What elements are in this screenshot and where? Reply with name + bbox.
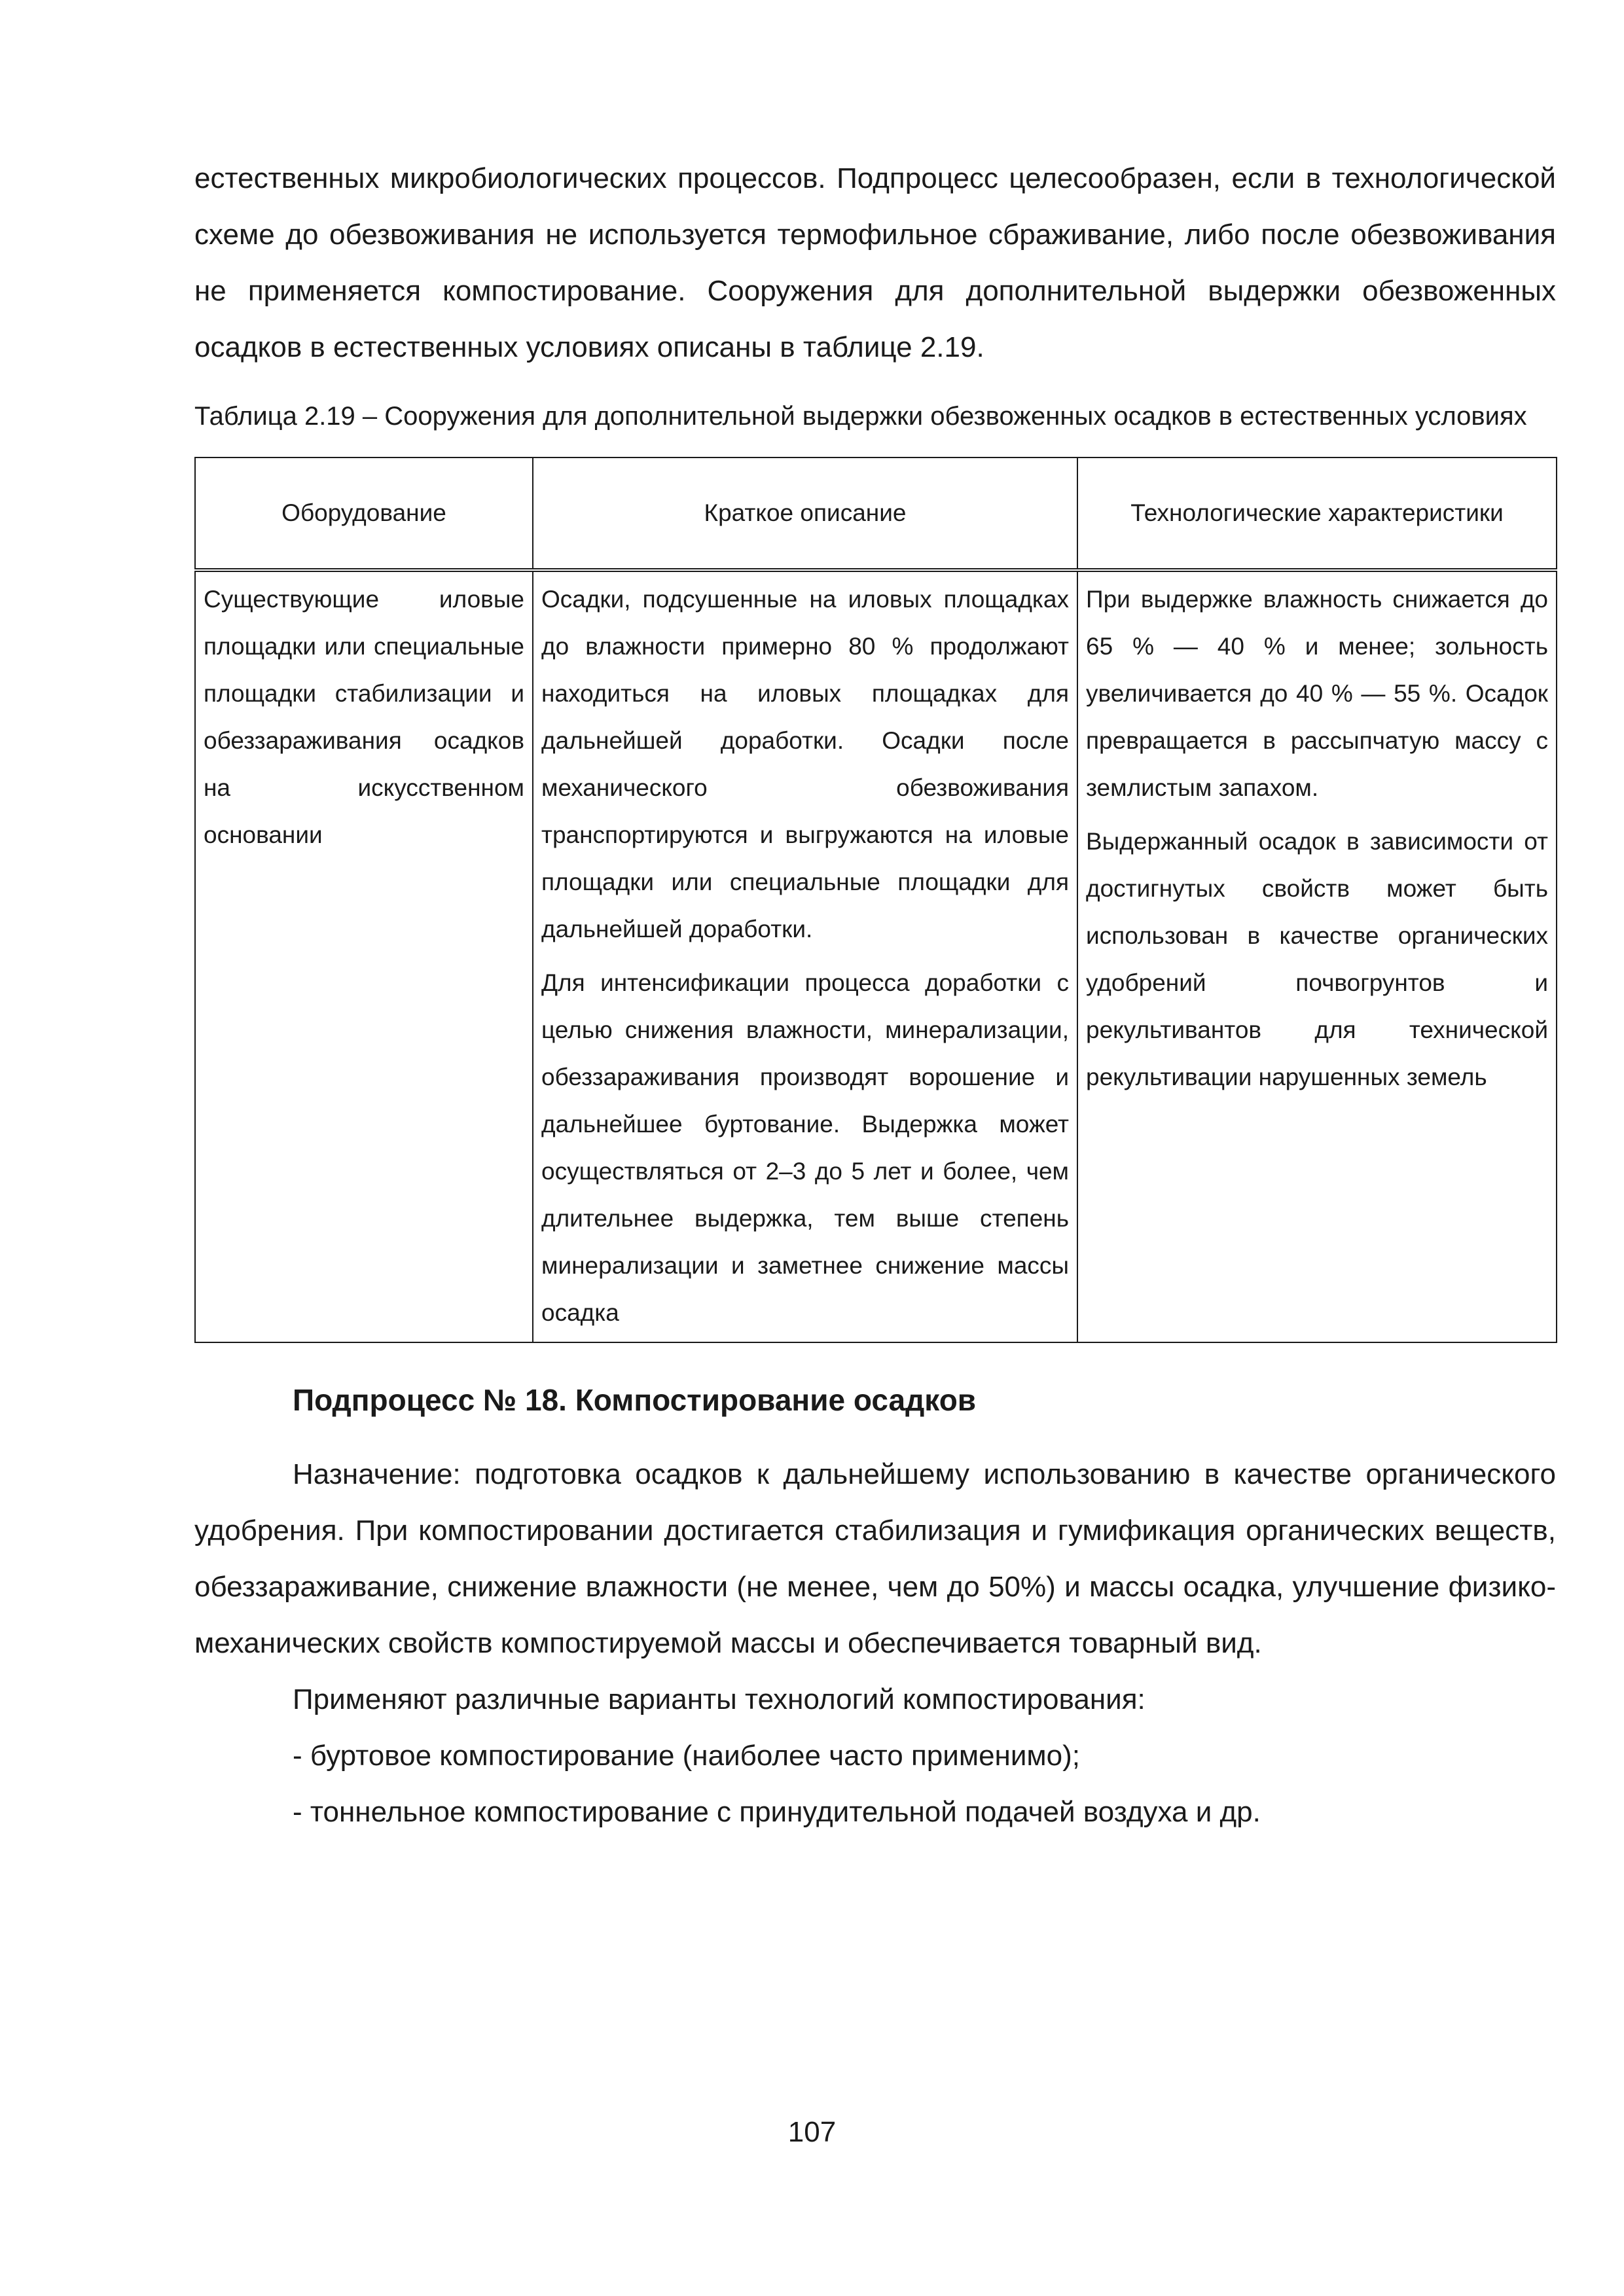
variants-intro: Применяют различные варианты технологий компостирования: — [293, 1683, 1146, 1715]
table-header-row — [195, 457, 1557, 570]
table-row — [195, 570, 1557, 1342]
header-description: Краткое описание — [533, 457, 1077, 570]
table-2-19 — [194, 457, 1557, 1343]
equipment-text: Существующие иловые площадки или специальные площадки стабилизации и обеззараживания осадков на искусственном основании — [204, 586, 524, 848]
cell-equipment — [195, 570, 533, 1342]
purpose-paragraph: Назначение: подготовка осадков к дальнейшему использованию в качестве органического удобрения. При компостировании достигается стабилизация и гумификация органических веществ, обеззараживание, снижение влажности (не менее, чем до 50%) и массы осадка, улучшение физико-механических свойств компостируемой массы и обеспечивается товарный вид. — [194, 1458, 1556, 1659]
page-number: 107 — [787, 2116, 837, 2148]
section-body — [194, 1446, 1556, 1840]
header-characteristics: Технологические характеристики — [1077, 457, 1557, 570]
cell-characteristics — [1077, 570, 1557, 1342]
document-page — [194, 151, 1556, 1840]
description-paragraph-2: Для интенсификации процесса доработки с целью снижения влажности, минерализации, обеззараживания производят ворошение и дальнейшее буртование. Выдержка может осуществляться от 2–3 до 5 лет и более, чем длительнее выдержка, тем выше степень минерализации и заметнее снижение массы осадка — [541, 969, 1069, 1326]
cell-description — [533, 570, 1077, 1342]
description-paragraph-1: Осадки, подсушенные на иловых площадках до влажности примерно 80 % продолжают находиться на иловых площадках для дальнейшей доработки. Осадки после механического обезвоживания транспортируются и выгружаются на иловые площадки или специальные площадки для дальнейшей доработки. — [541, 586, 1069, 942]
characteristics-paragraph-1: При выдержке влажность снижается до 65 % — 40 % и менее; зольность увеличивается до 40 % — 55 %. Осадок превращается в рассыпчатую массу с землистым запахом. — [1086, 586, 1548, 801]
variant-item-2: - тоннельное компостирование с принудительной подачей воздуха и др. — [293, 1796, 1261, 1828]
intro-paragraph: естественных микробиологических процессов. Подпроцесс целесообразен, если в технологической схеме до обезвоживания не используется термофильное сбраживание, либо после обезвоживания не применяется компостирование. Сооружения для дополнительной выдержки обезвоженных осадков в естественных условиях описаны в таблице 2.19. — [194, 162, 1556, 363]
header-equipment: Оборудование — [195, 457, 533, 570]
characteristics-paragraph-2: Выдержанный осадок в зависимости от достигнутых свойств может быть использован в качестве органических удобрений почвогрунтов и рекультивантов для технической рекультивации нарушенных земель — [1086, 828, 1548, 1090]
variant-item-1: - буртовое компостирование (наиболее часто применимо); — [293, 1740, 1081, 1772]
table-caption: Таблица 2.19 – Сооружения для дополнительной выдержки обезвоженных осадков в естественных условиях — [194, 402, 1527, 431]
section-heading: Подпроцесс № 18. Компостирование осадков — [293, 1383, 977, 1417]
